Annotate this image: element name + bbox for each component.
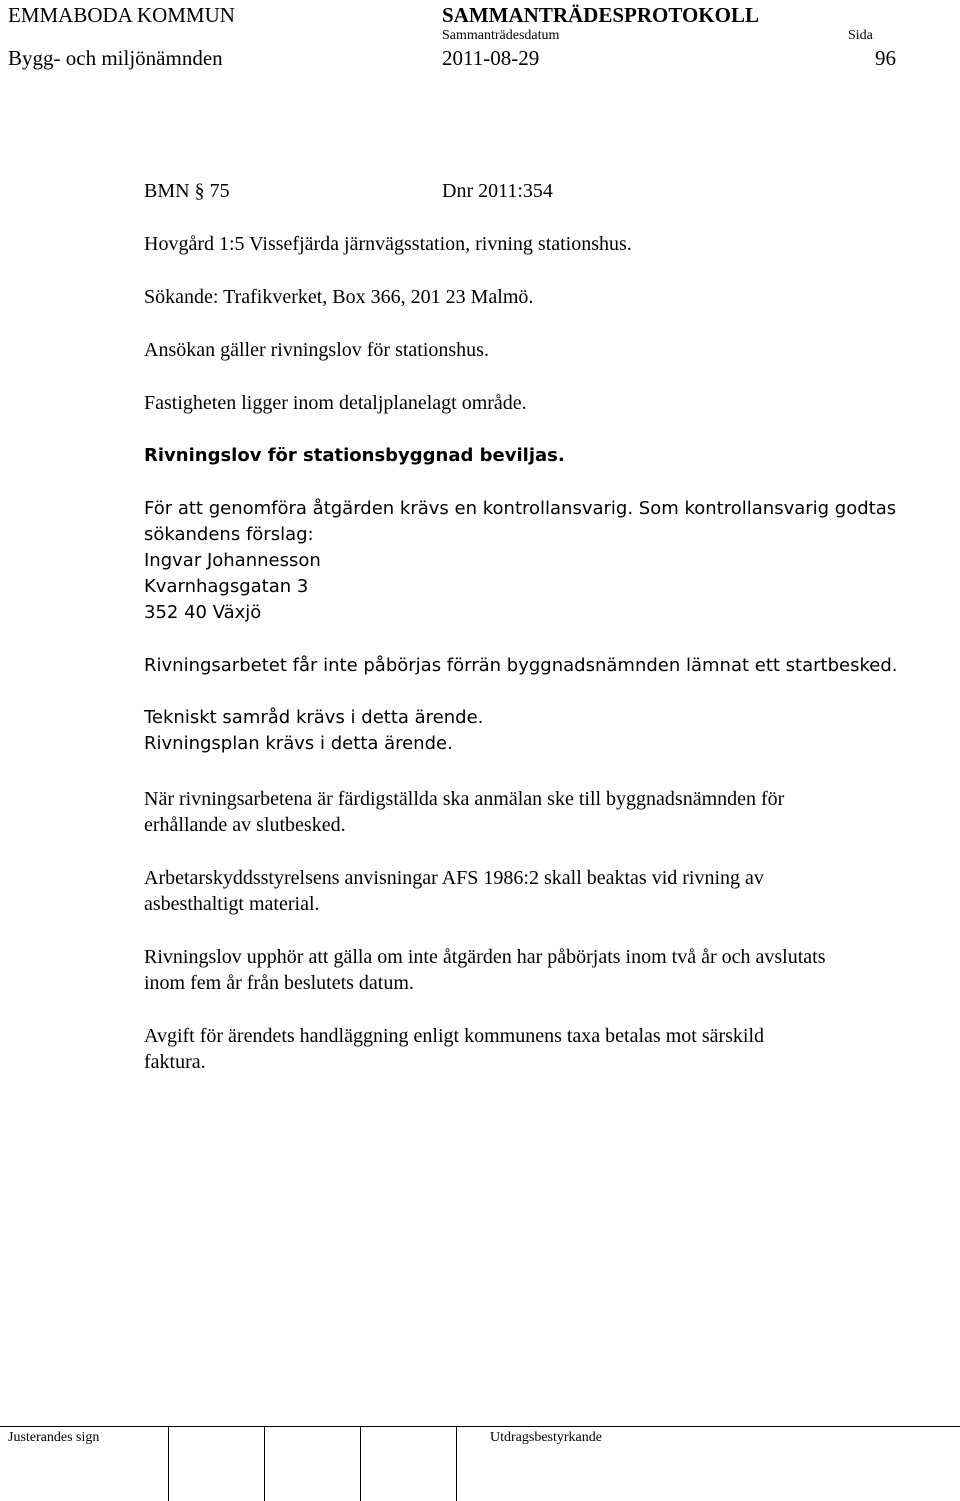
footer-divider xyxy=(168,1426,169,1501)
committee-name: Bygg- och miljönämnden xyxy=(8,46,223,70)
control-line-2: sökandens förslag: xyxy=(144,524,314,545)
application-text: Ansökan gäller rivningslov för stationshus. xyxy=(144,339,489,361)
diary-number: Dnr 2011:354 xyxy=(442,180,553,202)
final-inspection-line-1: När rivningsarbetena är färdigställda ska anmälan ske till byggnadsnämnden för xyxy=(144,788,785,810)
contact-city: 352 40 Växjö xyxy=(144,602,262,623)
meeting-date-label: Sammanträdesdatum xyxy=(442,28,560,43)
applicant: Sökande: Trafikverket, Box 366, 201 23 Malmö. xyxy=(144,286,534,308)
page-label: Sida xyxy=(848,28,873,43)
property-text: Fastigheten ligger inom detaljplanelagt område. xyxy=(144,392,527,414)
validity-line-2: inom fem år från beslutets datum. xyxy=(144,972,414,994)
validity-line-1: Rivningslov upphör att gälla om inte åtgärden har påbörjats inom två år och avslutats xyxy=(144,946,826,968)
page-number: 96 xyxy=(875,46,896,70)
start-notice: Rivningsarbetet får inte påbörjas förrän byggnadsnämnden lämnat ett startbesked. xyxy=(144,655,898,676)
footer-top-rule xyxy=(0,1426,960,1427)
document-type: SAMMANTRÄDESPROTOKOLL xyxy=(442,3,759,27)
contact-name: Ingvar Johannesson xyxy=(144,550,321,571)
afs-line-1: Arbetarskyddsstyrelsens anvisningar AFS 1986:2 skall beaktas vid rivning av xyxy=(144,867,764,889)
footer-divider xyxy=(264,1426,265,1501)
paragraph-number: BMN § 75 xyxy=(144,180,230,202)
technical-consultation: Tekniskt samråd krävs i detta ärende. xyxy=(144,707,484,728)
control-line-1: För att genomföra åtgärden krävs en kontrollansvarig. Som kontrollansvarig godtas xyxy=(144,498,897,519)
demolition-plan: Rivningsplan krävs i detta ärende. xyxy=(144,733,453,754)
extract-certification-label: Utdragsbestyrkande xyxy=(490,1430,602,1445)
footer-divider xyxy=(456,1426,457,1501)
fee-line-1: Avgift för ärendets handläggning enligt kommunens taxa betalas mot särskild xyxy=(144,1025,765,1047)
final-inspection-line-2: erhållande av slutbesked. xyxy=(144,814,346,836)
meeting-date: 2011-08-29 xyxy=(442,46,540,70)
adjuster-signature-label: Justerandes sign xyxy=(8,1430,100,1445)
contact-street: Kvarnhagsgatan 3 xyxy=(144,576,309,597)
afs-line-2: asbesthaltigt material. xyxy=(144,893,320,915)
decision-text: Rivningslov för stationsbyggnad beviljas. xyxy=(144,445,565,466)
footer-divider xyxy=(360,1426,361,1501)
fee-line-2: faktura. xyxy=(144,1051,206,1073)
case-subject: Hovgård 1:5 Vissefjärda järnvägsstation, rivning stationshus. xyxy=(144,233,632,255)
municipality-name: EMMABODA KOMMUN xyxy=(8,3,235,27)
